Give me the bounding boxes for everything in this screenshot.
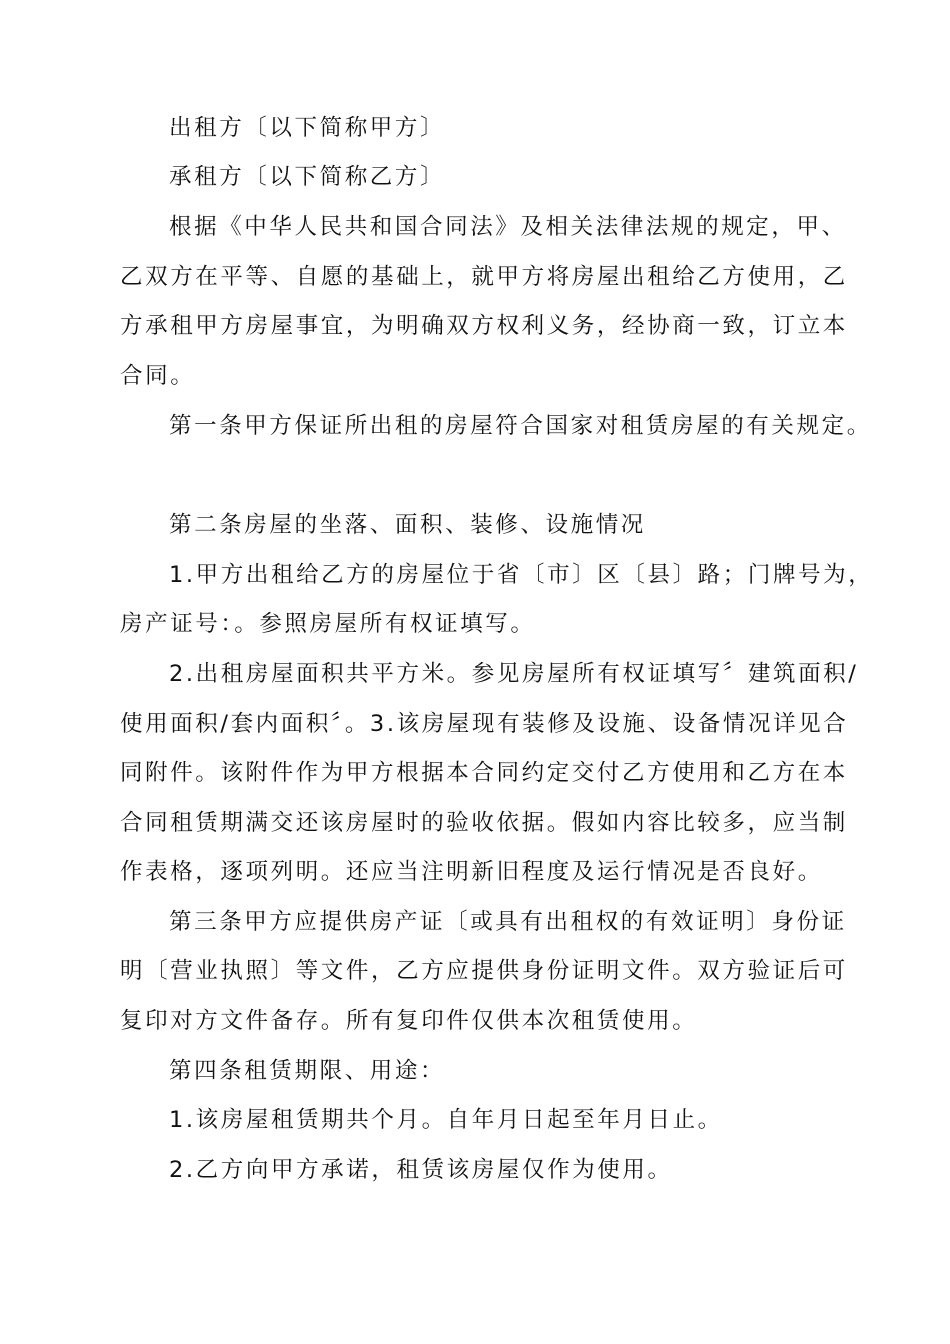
preamble-line-2: 乙双方在平等、自愿的基础上，就甲方将房屋出租给乙方使用，乙 xyxy=(120,264,848,290)
preamble-line-3: 方承租甲方房屋事宜，为明确双方权利义务，经协商一致，订立本 xyxy=(120,313,848,339)
preamble-line-4: 合同。 xyxy=(120,363,196,389)
article-2-item-1-line-1: 1.甲方出租给乙方的房屋位于省〔市〕区〔县〕路；门牌号为， xyxy=(169,562,874,588)
article-4-heading: 第四条租赁期限、用途： xyxy=(169,1058,446,1084)
article-3-line-1: 第三条甲方应提供房产证〔或具有出租权的有效证明〕身份证 xyxy=(169,909,847,935)
article-2-item-1-line-2: 房产证号：。参照房屋所有权证填写。 xyxy=(120,611,536,637)
article-3-line-3: 复印对方文件备存。所有复印件仅供本次租赁使用。 xyxy=(120,1008,698,1034)
article-2-item-3-line-2: 合同租赁期满交还该房屋时的验收依据。假如内容比较多，应当制 xyxy=(120,810,848,836)
article-4-item-2: 2.乙方向甲方承诺，租赁该房屋仅作为使用。 xyxy=(169,1157,673,1183)
preamble-line-1: 根据《中华人民共和国合同法》及相关法律法规的规定，甲、 xyxy=(169,214,847,240)
article-2-item-3-line-3: 作表格，逐项列明。还应当注明新旧程度及运行情况是否良好。 xyxy=(120,859,823,885)
article-2-item-3-line-1: 同附件。该附件作为甲方根据本合同约定交付乙方使用和乙方在本 xyxy=(120,760,848,786)
article-2-item-2-line-2: 使用面积/套内面积〞。3.该房屋现有装修及设施、设备情况详见合 xyxy=(120,711,849,737)
article-2-item-2-line-1: 2.出租房屋面积共平方米。参见房屋所有权证填写〞建筑面积/ xyxy=(169,661,859,687)
article-4-item-1: 1.该房屋租赁期共个月。自年月日起至年月日止。 xyxy=(169,1107,723,1133)
lessor-line: 出租方〔以下简称甲方〕 xyxy=(169,115,446,141)
article-2-heading: 第二条房屋的坐落、面积、装修、设施情况 xyxy=(169,512,646,538)
article-1-line: 第一条甲方保证所出租的房屋符合国家对租赁房屋的有关规定。 xyxy=(169,413,872,439)
article-3-line-2: 明〔营业执照〕等文件，乙方应提供身份证明文件。双方验证后可 xyxy=(120,958,848,984)
lessee-line: 承租方〔以下简称乙方〕 xyxy=(169,164,446,190)
